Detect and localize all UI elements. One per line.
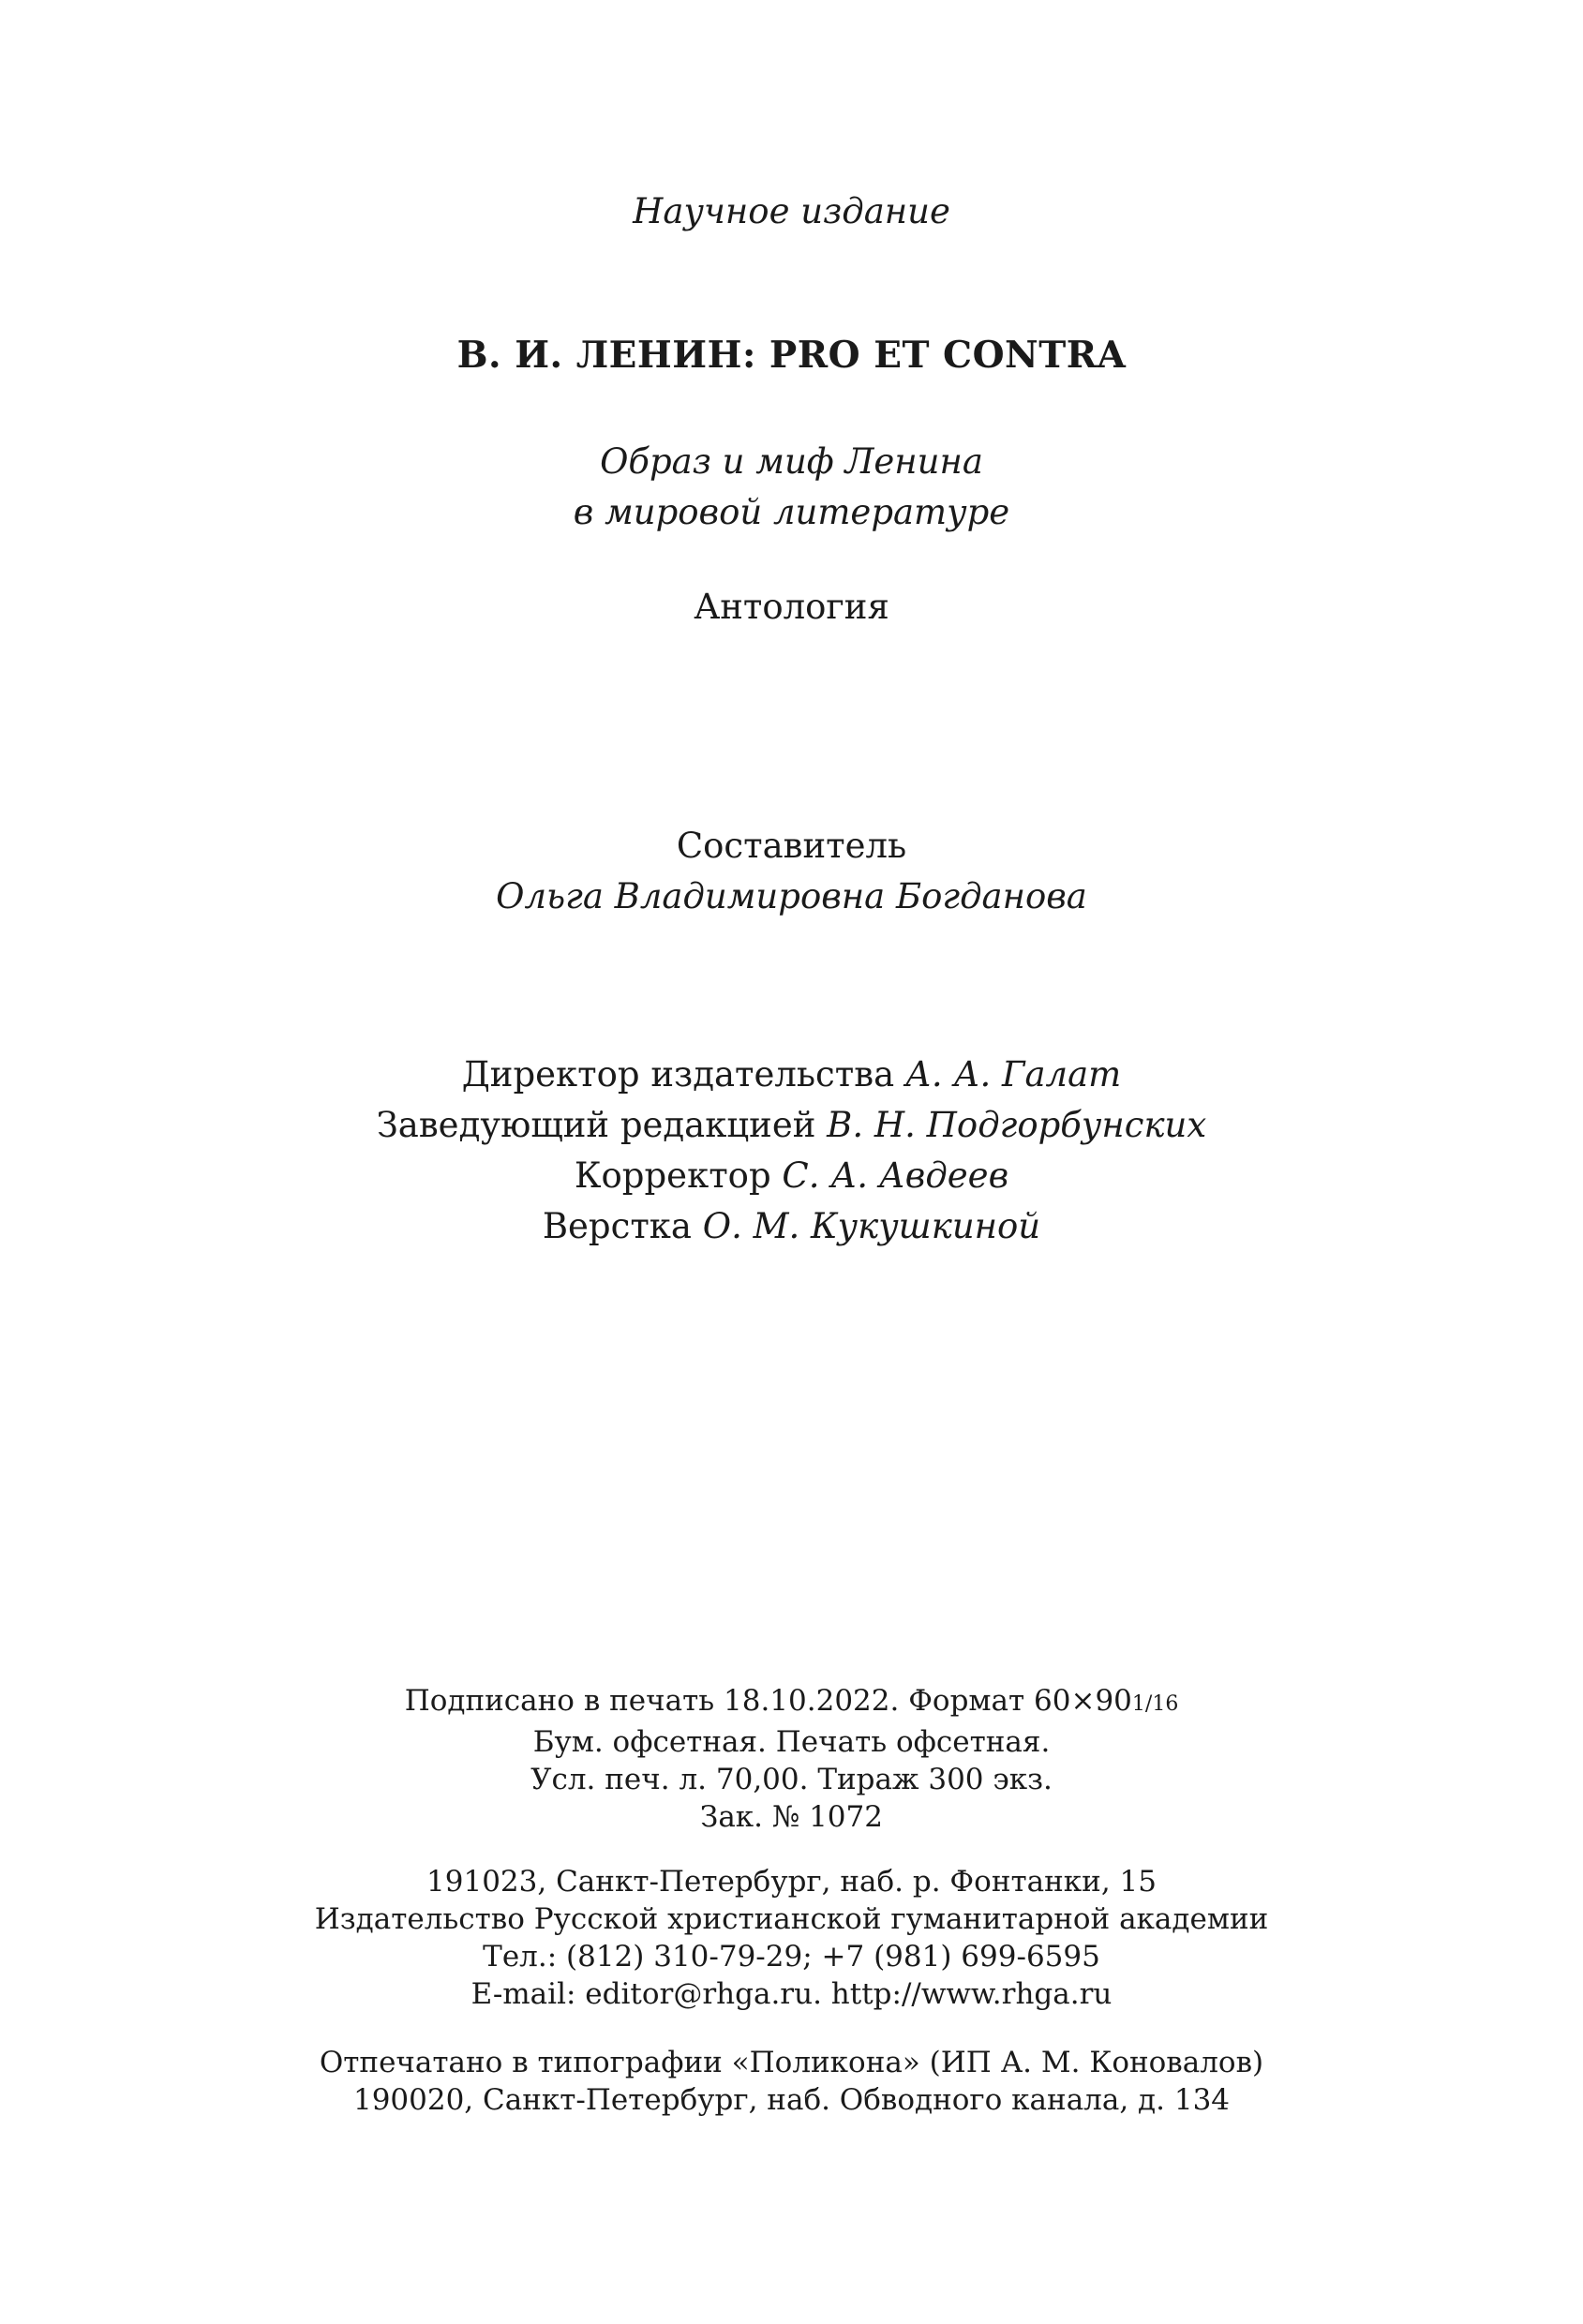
- imprint-signed-format: Подписано в печать 18.10.2022. Формат 60×90: [404, 1684, 1132, 1718]
- staff-name: С. А. Авдеев: [782, 1155, 1009, 1196]
- subtitle-line-2: в мировой литературе: [573, 492, 1010, 532]
- staff-role: Заведующий редакцией: [376, 1105, 816, 1145]
- subtitle: [0, 437, 1583, 538]
- staff-name: О. М. Кукушкиной: [702, 1206, 1041, 1246]
- staff-role: Верстка: [542, 1206, 692, 1246]
- compiler-role: Составитель: [676, 826, 907, 866]
- staff-line: [0, 1151, 1583, 1201]
- staff-role: Корректор: [574, 1155, 771, 1196]
- book-title: В. И. ЛЕНИН: PRO ET CONTRA: [456, 334, 1127, 377]
- staff-role: Директор издательства: [461, 1054, 895, 1095]
- compiler-name: Ольга Владимировна Богданова: [496, 876, 1087, 916]
- imprint-line-4: Зак. № 1072: [700, 1800, 883, 1834]
- publisher-contacts: E-mail: editor@rhga.ru. http://www.rhga.ru: [470, 1977, 1113, 2011]
- imprint-line-2: Бум. офсетная. Печать офсетная.: [532, 1725, 1051, 1759]
- staff-line: [0, 1100, 1583, 1151]
- staff-name: В. Н. Подгорбунских: [827, 1105, 1207, 1145]
- edition-type: Научное издание: [633, 191, 950, 231]
- staff-line: [0, 1201, 1583, 1252]
- printer-block: [0, 2044, 1583, 2119]
- format-fraction: 1/16: [1131, 1692, 1179, 1716]
- imprint-line-1: [0, 1682, 1583, 1723]
- publisher-block: [0, 1863, 1583, 2013]
- imprint-line-3: Усл. печ. л. 70,00. Тираж 300 экз.: [530, 1763, 1053, 1796]
- staff-block: [0, 1050, 1583, 1252]
- publisher-name: Издательство Русской христианской гуманитарной академии: [314, 1902, 1269, 1936]
- printer-line-2: 190020, Санкт-Петербург, наб. Обводного канала, д. 134: [352, 2083, 1231, 2117]
- subtitle-line-1: Образ и миф Ленина: [600, 441, 983, 482]
- genre: Антология: [694, 587, 889, 627]
- printer-line-1: Отпечатано в типографии «Поликона» (ИП А. М. Коновалов): [319, 2046, 1264, 2079]
- publisher-phone: Тел.: (812) 310-79-29; +7 (981) 699-6595: [483, 1940, 1100, 1974]
- publisher-address: 191023, Санкт-Петербург, наб. р. Фонтанки, 15: [426, 1865, 1157, 1899]
- staff-line: [0, 1050, 1583, 1100]
- imprint-block: [0, 1682, 1583, 1836]
- compiler-block: [0, 821, 1583, 922]
- staff-name: А. А. Галат: [904, 1054, 1122, 1095]
